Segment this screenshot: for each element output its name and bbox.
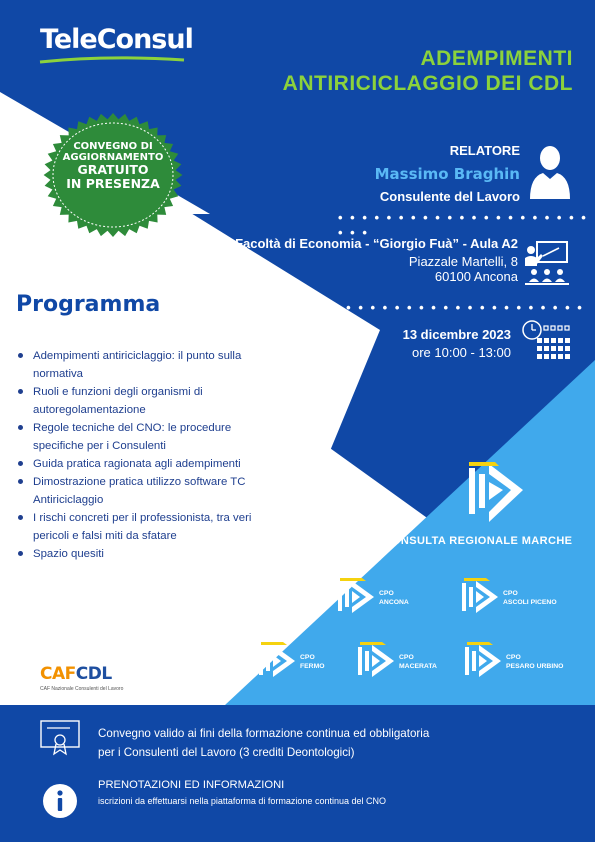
cpo-label-line2: ANCONA xyxy=(379,599,409,606)
seal-line-3: GRATUITO xyxy=(77,162,149,177)
programma-item: Ruoli e funzioni degli organismi di xyxy=(18,383,288,401)
programma-item: normativa xyxy=(33,368,84,380)
cpo-label-line1: CPO xyxy=(300,654,315,661)
consulta-label: CONSULTA REGIONALE MARCHE xyxy=(383,535,573,547)
certificate-icon xyxy=(40,720,80,756)
separator-1: • • • • • • • • • • • • • • • • • • • • • • • • xyxy=(338,210,588,240)
person-icon xyxy=(527,143,573,201)
title-line-2: ANTIRICICLAGGIO DEI CDL xyxy=(282,72,573,95)
info-icon xyxy=(42,783,78,819)
cpo-label xyxy=(300,653,325,671)
speaker-label: RELATORE xyxy=(449,143,520,158)
venue-address xyxy=(409,254,518,284)
cpo-mark xyxy=(257,641,297,679)
logo-swoosh xyxy=(38,54,188,66)
calendar-clock-icon xyxy=(520,320,572,364)
event-title xyxy=(283,46,573,96)
programma-title: Programma xyxy=(16,292,161,317)
programma-item: I rischi concreti per il professionista, tra veri xyxy=(18,509,288,527)
cpo-label-line1: CPO xyxy=(506,654,521,661)
cpo-label-line1: CPO xyxy=(379,590,394,597)
event-date: 13 dicembre 2023 xyxy=(402,327,511,342)
programma-item: pericoli e falsi miti da sfatare xyxy=(33,530,177,542)
cpo-label-line2: FERMO xyxy=(300,663,325,670)
event-time: ore 10:00 - 13:00 xyxy=(411,345,511,360)
programma-item: autoregolamentazione xyxy=(33,404,146,416)
title-line-1: ADEMPIMENTI xyxy=(420,47,573,70)
venue-city: 60100 Ancona xyxy=(434,269,518,284)
teleconsul-logo: TeleConsul xyxy=(40,24,193,55)
cpo-label-line2: ASCOLI PICENO xyxy=(503,599,557,606)
cpo-mark xyxy=(356,641,396,679)
programma-item: Dimostrazione pratica utilizzo software TC xyxy=(18,473,288,491)
cpo-label-line1: CPO xyxy=(503,590,518,597)
validity-line-1: Convegno valido ai fini della formazione continua ed obbligatoria xyxy=(98,727,430,740)
cpo-label xyxy=(379,589,409,607)
programma-item: Spazio quesiti xyxy=(18,545,288,563)
cpo-mark xyxy=(460,577,500,615)
programma-item: Regole tecniche del CNO: le procedure xyxy=(18,419,288,437)
separator-2: • • • • • • • • • • • • • • • • • • • • • • • • xyxy=(334,300,584,330)
cafcdl-subtitle: CAF Nazionale Consulenti del Lavoro xyxy=(40,686,124,692)
info-text: iscrizioni da effettuarsi nella piattaforma di formazione continua del CNO xyxy=(98,796,386,806)
speaker-role: Consulente del Lavoro xyxy=(379,189,520,204)
cpo-mark xyxy=(336,577,376,615)
cpo-label xyxy=(506,653,563,671)
cafcdl-logo xyxy=(40,664,112,684)
cpo-label-line2: PESARO URBINO xyxy=(506,663,564,670)
info-title: PRENOTAZIONI ED INFORMAZIONI xyxy=(98,779,285,791)
programma-item: Antiriciclaggio xyxy=(33,494,104,506)
validity-line-2: per i Consulenti del Lavoro (3 crediti Deontologici) xyxy=(98,746,355,759)
seal-text xyxy=(42,141,184,191)
seal-line-4: IN PRESENZA xyxy=(66,176,160,191)
classroom-icon xyxy=(523,240,571,286)
venue-name: Facoltà di Economia - “Giorgio Fuà” - Aula A2 xyxy=(235,236,518,251)
venue-street: Piazzale Martelli, 8 xyxy=(408,254,518,269)
cdl-word: CDL xyxy=(75,664,112,684)
programma-item: specifiche per i Consulenti xyxy=(33,440,166,452)
cpo-label-line1: CPO xyxy=(399,654,414,661)
programma-item: Guida pratica ragionata agli adempimenti xyxy=(18,455,288,473)
validity-note xyxy=(98,724,429,762)
programma-list xyxy=(18,347,288,563)
cpo-mark xyxy=(463,641,503,679)
consulta-logo xyxy=(465,460,527,526)
cpo-label-line2: MACERATA xyxy=(399,663,437,670)
cpo-label xyxy=(399,653,437,671)
caf-word: CAF xyxy=(40,664,76,684)
speaker-name: Massimo Braghin xyxy=(374,165,520,183)
cpo-label xyxy=(503,589,557,607)
programma-item: Adempimenti antiriciclaggio: il punto sulla xyxy=(18,347,288,365)
seal-line-2: AGGIORNAMENTO xyxy=(62,152,164,163)
seal-line-1: CONVEGNO DI xyxy=(73,141,153,152)
